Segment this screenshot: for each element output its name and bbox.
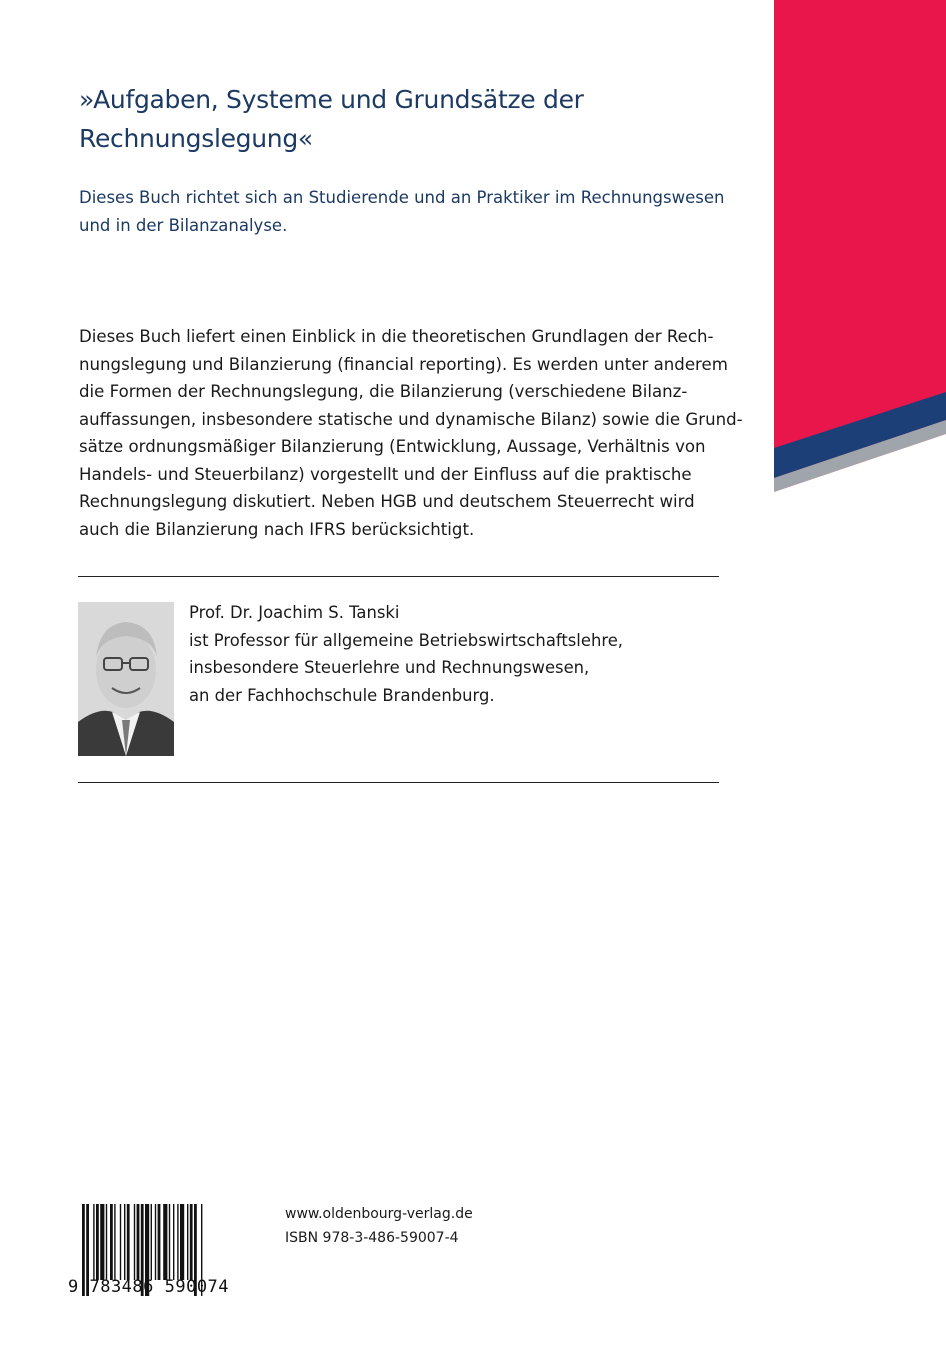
- barcode-bar: [177, 1204, 178, 1280]
- barcode-bar: [173, 1204, 174, 1280]
- description-line: auch die Bilanzierung nach IFRS berücksichtigt.: [79, 519, 475, 539]
- barcode-bar: [169, 1204, 170, 1280]
- author-info: [189, 599, 709, 709]
- description-line: nungslegung und Bilanzierung (financial reporting). Es werden unter anderem: [79, 354, 728, 374]
- author-bio-line: an der Fachhochschule Brandenburg.: [189, 685, 495, 705]
- barcode-bar: [120, 1204, 121, 1280]
- book-title-line-2: Rechnungslegung«: [79, 124, 313, 153]
- barcode-bar: [151, 1204, 152, 1280]
- barcode-bar: [127, 1204, 130, 1280]
- barcode-bar: [190, 1204, 193, 1280]
- barcode-bar: [137, 1204, 140, 1280]
- book-title-line-1: »Aufgaben, Systeme und Grundsätze der: [79, 85, 584, 114]
- barcode-digits: 9 783486 590074: [68, 1277, 230, 1297]
- book-description: [79, 323, 769, 543]
- isbn-text: ISBN 978-3-486-59007-4: [285, 1230, 459, 1246]
- divider-bottom: [78, 782, 719, 783]
- barcode-bar: [110, 1204, 113, 1280]
- barcode-bar: [163, 1204, 167, 1280]
- barcode-bar: [100, 1204, 104, 1280]
- barcode-bar: [134, 1204, 135, 1280]
- barcode-bar: [158, 1204, 161, 1280]
- publisher-website[interactable]: www.oldenbourg-verlag.de: [285, 1206, 473, 1222]
- barcode-bar: [180, 1204, 184, 1280]
- barcode-bar: [106, 1204, 107, 1280]
- description-line: Rechnungslegung diskutiert. Neben HGB und deutschem Steuerrecht wird: [79, 492, 695, 511]
- author-photo: [78, 602, 174, 756]
- publisher-info: [285, 1202, 473, 1250]
- barcode-bar: [187, 1204, 188, 1280]
- book-title: [79, 80, 719, 158]
- author-name: Prof. Dr. Joachim S. Tanski: [189, 603, 400, 622]
- audience-line-1: Dieses Buch richtet sich an Studierende und an Praktiker im Rechnungswesen: [79, 188, 725, 207]
- description-line: die Formen der Rechnungslegung, die Bilanzierung (verschiedene Bilanz-: [79, 382, 688, 401]
- barcode-bar: [124, 1204, 125, 1280]
- description-line: Handels- und Steuerbilanz) vorgestellt und der Einfluss auf die praktische: [79, 464, 692, 484]
- barcode-bar: [114, 1204, 115, 1280]
- barcode-bar: [155, 1204, 156, 1280]
- audience-line-2: und in der Bilanzanalyse.: [79, 216, 288, 235]
- author-bio-line: ist Professor für allgemeine Betriebswirtschaftslehre,: [189, 630, 624, 650]
- description-line: auffassungen, insbesondere statische und dynamische Bilanz) sowie die Grund-: [79, 409, 743, 429]
- barcode-bar: [93, 1204, 94, 1280]
- barcode-bar: [96, 1204, 99, 1280]
- description-line: Dieses Buch liefert einen Einblick in die theoretischen Grundlagen der Rech-: [79, 327, 714, 346]
- description-line: sätze ordnungsmäßiger Bilanzierung (Entwicklung, Aussage, Verhältnis von: [79, 437, 706, 456]
- author-bio-line: insbesondere Steuerlehre und Rechnungswesen,: [189, 658, 590, 678]
- white-cutoff: [774, 434, 946, 1360]
- divider-top: [78, 576, 719, 577]
- audience-statement: [79, 184, 759, 240]
